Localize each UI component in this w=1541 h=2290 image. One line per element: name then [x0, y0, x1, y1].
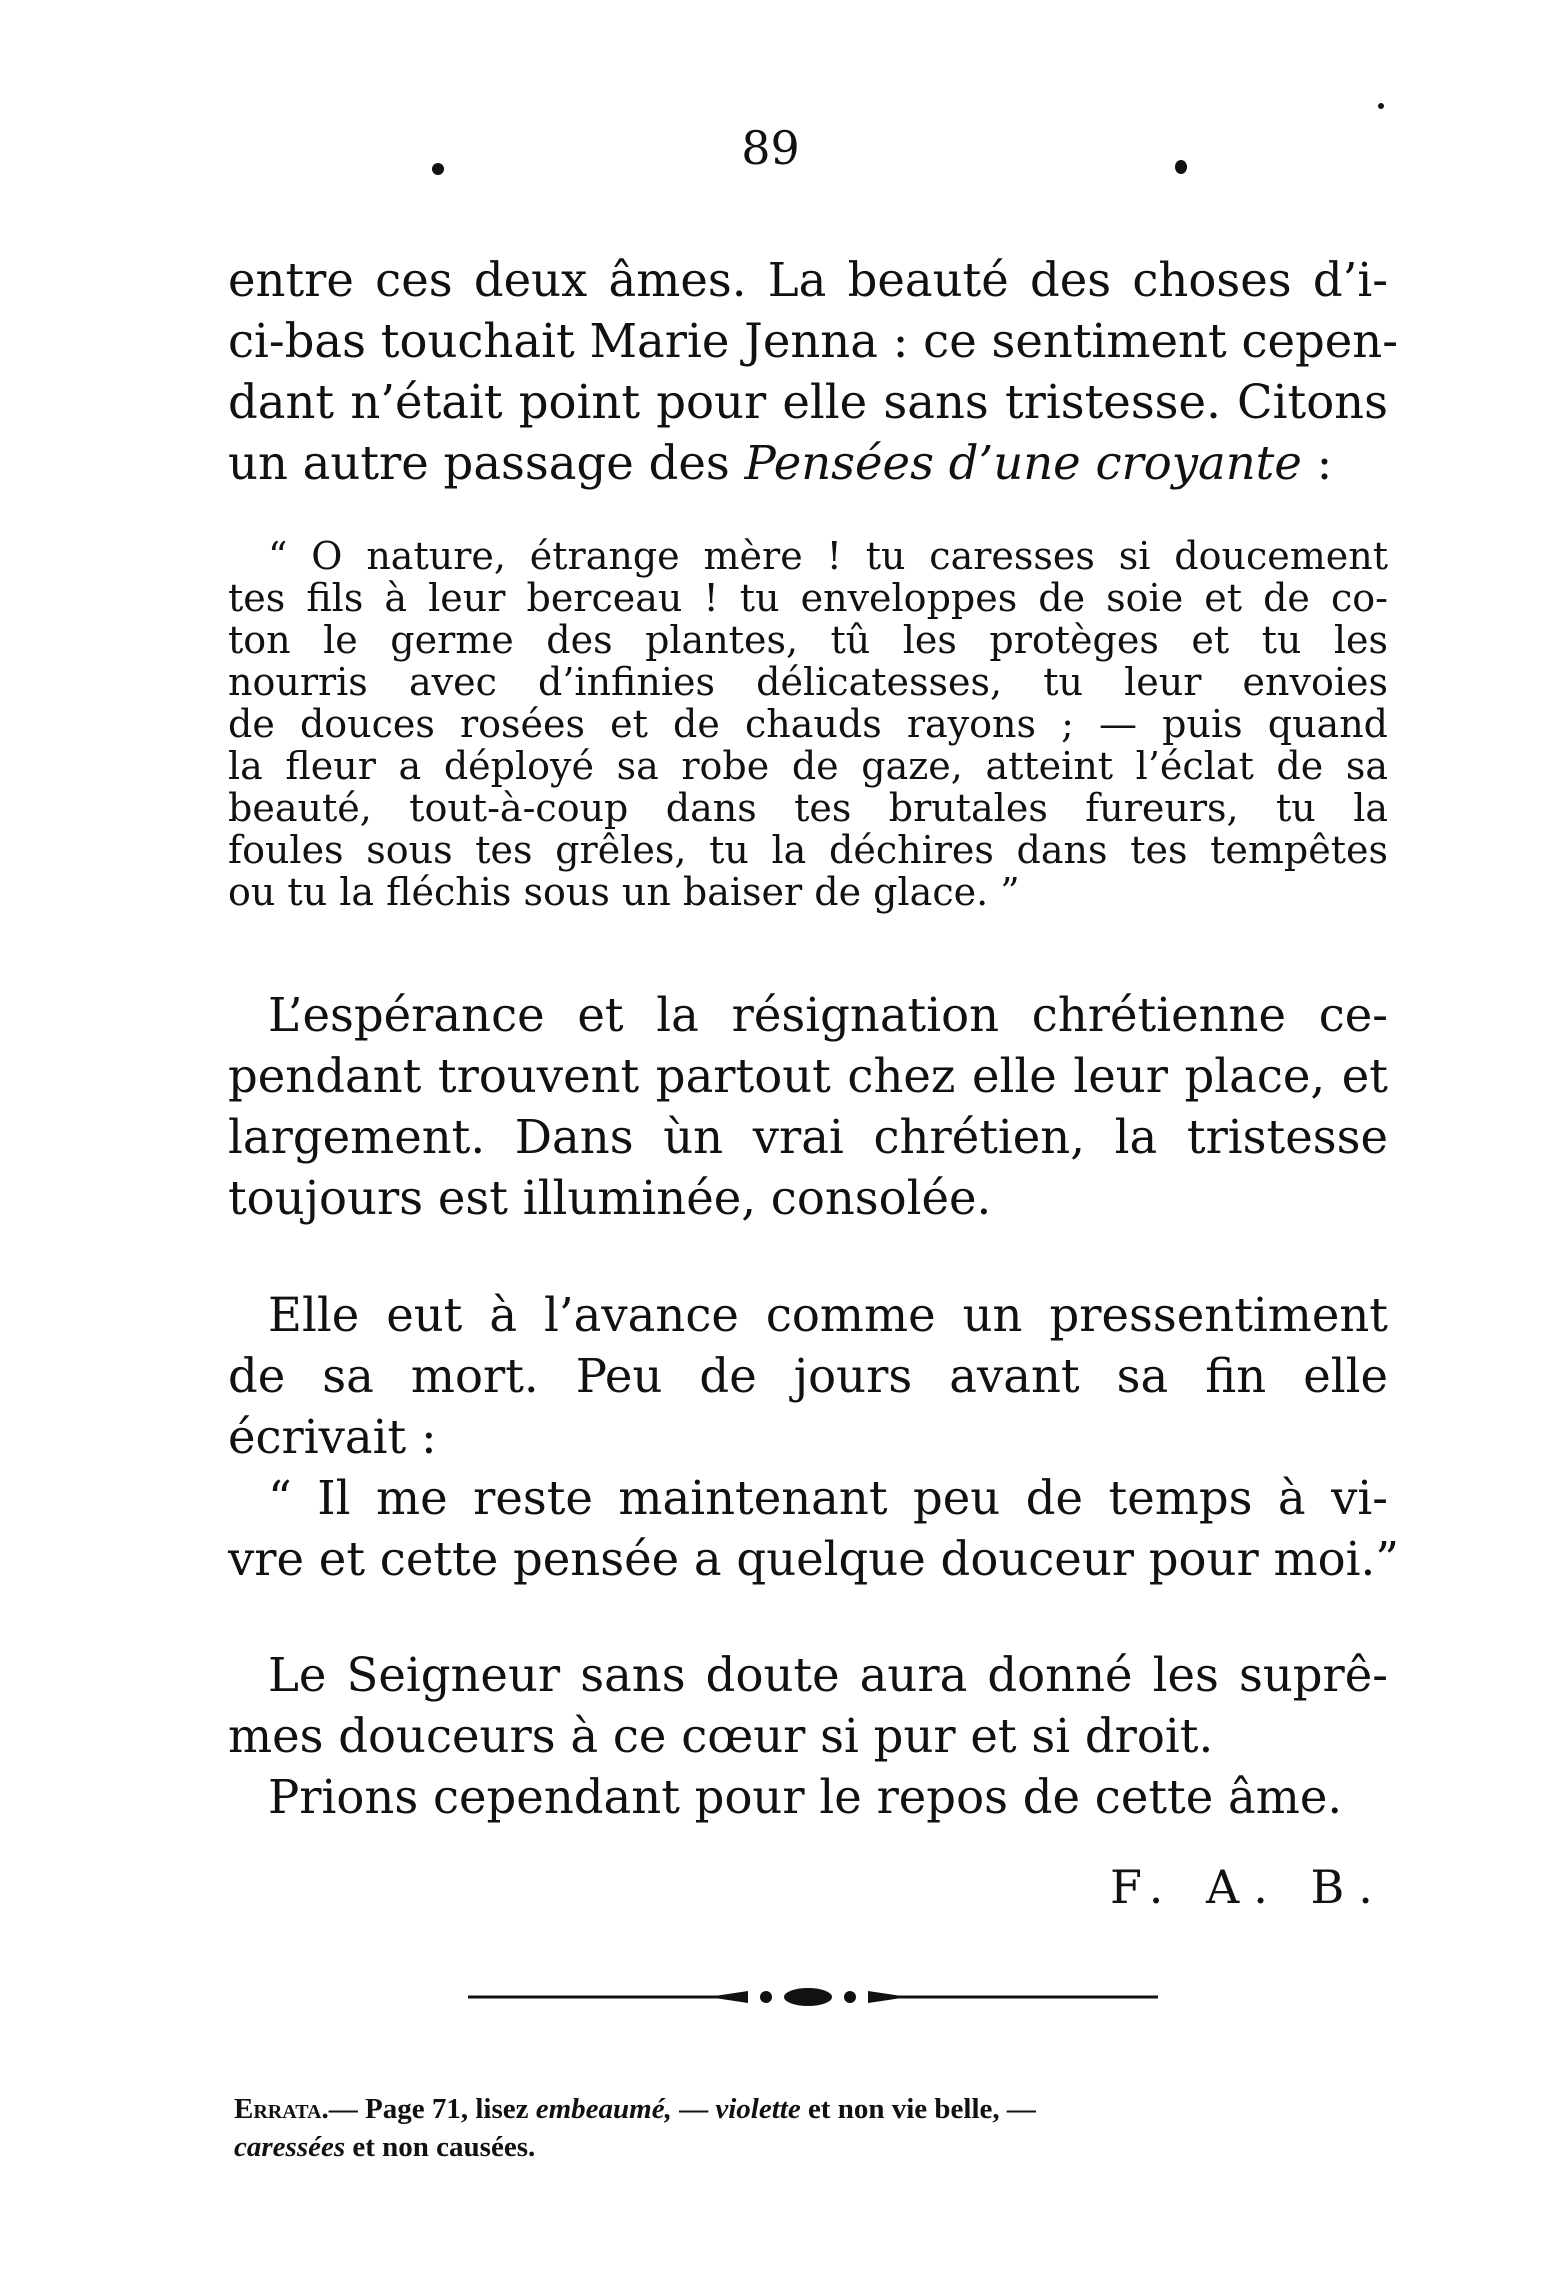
- quote-line: tes fils à leur berceau ! tu enveloppes de soie et de co-: [228, 576, 1388, 620]
- text-line: ci-bas touchait Marie Jenna : ce sentiment cepen-: [228, 314, 1398, 368]
- text-line: [228, 433, 1388, 494]
- quote-line: nourris avec d’infinies délicatesses, tu leur envoies: [228, 660, 1388, 704]
- print-speck: [1378, 103, 1384, 109]
- text-line: mes douceurs à ce cœur si pur et si droit.: [228, 1709, 1214, 1763]
- text-line: Le Seigneur sans doute aura donné les suprê-: [268, 1648, 1388, 1702]
- text-fragment: :: [1301, 436, 1333, 490]
- errata-text: — Page 71, lisez: [328, 2093, 536, 2125]
- print-speck: [1175, 160, 1187, 174]
- quote-line: beauté, tout-à-coup dans tes brutales fureurs, tu la: [228, 786, 1388, 830]
- errata-footnote: [234, 2090, 1394, 2166]
- quotation-block: [228, 535, 1388, 913]
- ornamental-divider: [468, 1985, 1158, 2009]
- quote-line: ou tu la fléchis sous un baiser de glace. ”: [228, 870, 1020, 914]
- text-line: écrivait :: [228, 1410, 437, 1464]
- errata-label: Errata.: [234, 2093, 329, 2125]
- text-line: dant n’était point pour elle sans tristesse. Citons: [228, 375, 1388, 429]
- paragraph-3: [228, 1285, 1400, 1590]
- errata-correction: embeaumé,: [535, 2093, 672, 2125]
- text-line: Elle eut à l’avance comme un pressentiment: [268, 1288, 1388, 1342]
- signature: F. A. B.: [1110, 1860, 1387, 1914]
- text-fragment: un autre passage des: [228, 436, 730, 490]
- print-speck: [432, 163, 444, 175]
- quote-line: foules sous tes grêles, tu la déchires dans tes tempêtes: [228, 828, 1388, 872]
- text-line: “ Il me reste maintenant peu de temps à vi-: [268, 1471, 1388, 1525]
- quote-line: la fleur a déployé sa robe de gaze, atteint l’éclat de sa: [228, 744, 1388, 788]
- text-line: L’espérance et la résignation chrétienne ce-: [268, 988, 1388, 1042]
- errata-text: —: [671, 2093, 716, 2125]
- errata-correction: caressées: [234, 2131, 346, 2163]
- paragraph-1: [228, 250, 1398, 494]
- text-line: vre et cette pensée a quelque douceur pour moi.”: [228, 1532, 1400, 1586]
- paragraph-2: [228, 985, 1388, 1229]
- text-line: toujours est illuminée, consolée.: [228, 1171, 992, 1225]
- text-line: Prions cependant pour le repos de cette âme.: [268, 1770, 1343, 1824]
- quote-line: “ O nature, étrange mère ! tu caresses si doucement: [268, 534, 1388, 578]
- page-number: 89: [741, 121, 800, 175]
- quote-line: de douces rosées et de chauds rayons ; — puis quand: [228, 702, 1388, 746]
- paragraph-4: [228, 1645, 1388, 1828]
- errata-correction: violette: [715, 2093, 801, 2125]
- text-line: de sa mort. Peu de jours avant sa fin elle: [228, 1349, 1388, 1403]
- errata-text: et non vie belle, —: [800, 2093, 1036, 2125]
- text-line: largement. Dans ùn vrai chrétien, la tristesse: [228, 1110, 1388, 1164]
- text-line: entre ces deux âmes. La beauté des choses d’i-: [228, 253, 1388, 307]
- book-title: Pensées d’une croyante: [744, 436, 1302, 490]
- text-line: pendant trouvent partout chez elle leur place, et: [228, 1049, 1388, 1103]
- quote-line: ton le germe des plantes, tû les protèges et tu les: [228, 618, 1388, 662]
- errata-text: et non causées.: [345, 2131, 536, 2163]
